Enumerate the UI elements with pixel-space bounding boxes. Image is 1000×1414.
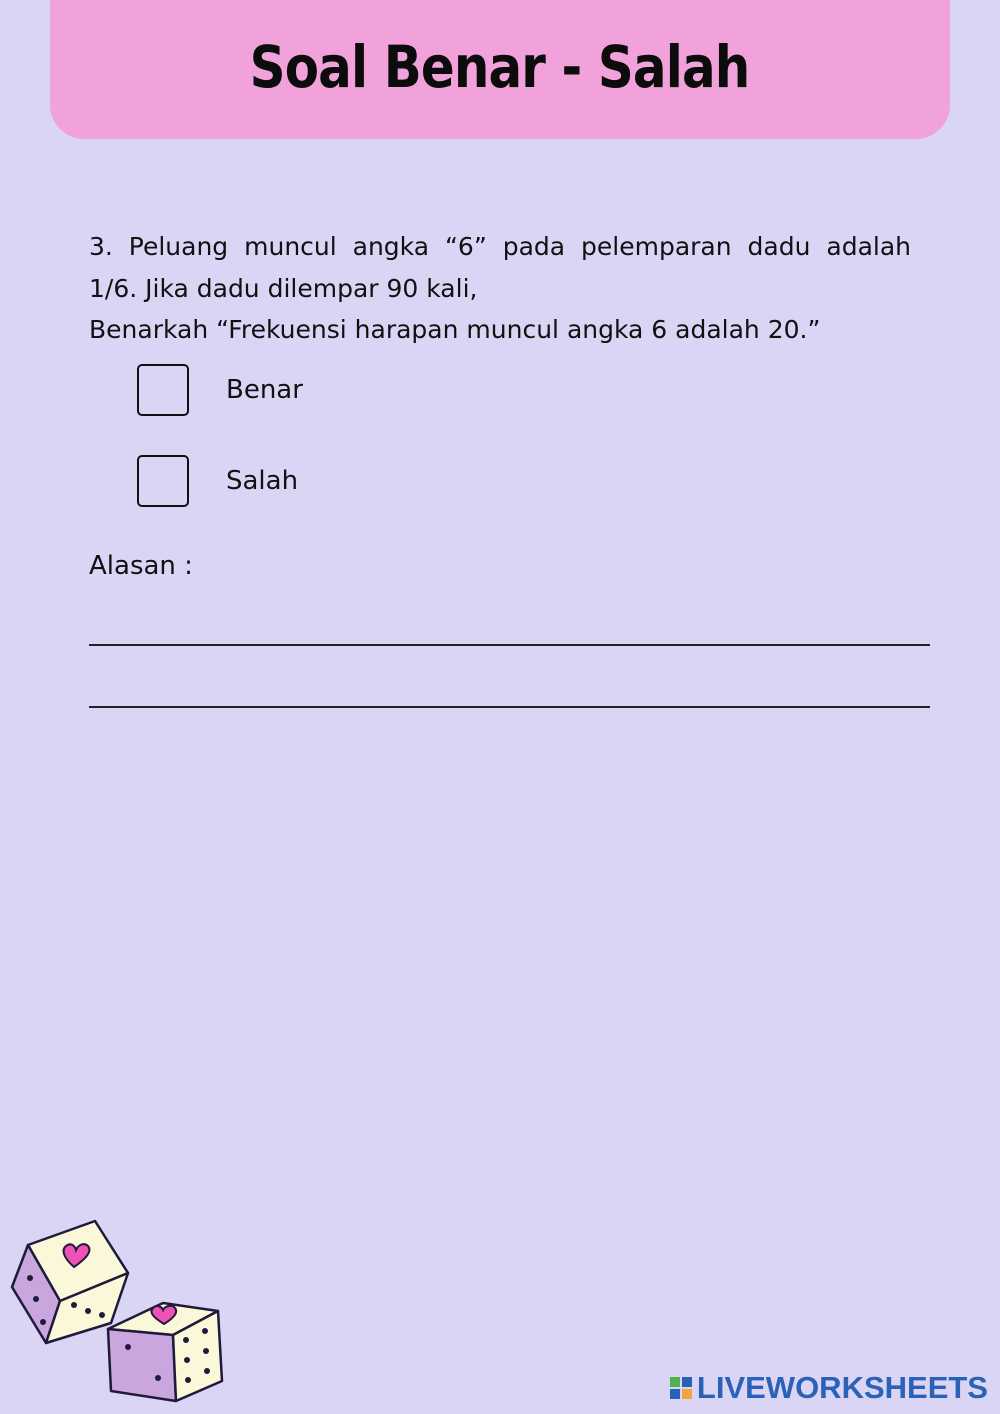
- reason-input-line-1[interactable]: [89, 618, 930, 646]
- checkbox-salah[interactable]: [137, 455, 189, 507]
- option-label-salah: Salah: [226, 466, 299, 496]
- reason-label: Alasan :: [89, 551, 193, 581]
- question-line-3: Benarkah “Frekuensi harapan muncul angka 6 adalah 20.”: [89, 315, 821, 344]
- question-line-2: 1/6. Jika dadu dilempar 90 kali,: [89, 273, 478, 303]
- liveworksheets-brand[interactable]: [669, 1370, 988, 1406]
- brand-name: LIVEWORKSHEETS: [696, 1370, 988, 1405]
- reason-input-line-2[interactable]: [89, 680, 930, 708]
- question-text: [89, 226, 911, 351]
- dice-icon: [8, 1215, 228, 1405]
- page-header: [50, 0, 950, 139]
- option-label-benar: Benar: [226, 375, 303, 405]
- option-salah[interactable]: [137, 455, 298, 507]
- option-benar[interactable]: [137, 364, 303, 416]
- page-title: Soal Benar - Salah: [250, 32, 750, 101]
- liveworksheets-logo-icon: [669, 1376, 693, 1400]
- question-line-1: 3. Peluang muncul angka “6” pada pelemparan dadu adalah: [89, 232, 911, 261]
- checkbox-benar[interactable]: [137, 364, 189, 416]
